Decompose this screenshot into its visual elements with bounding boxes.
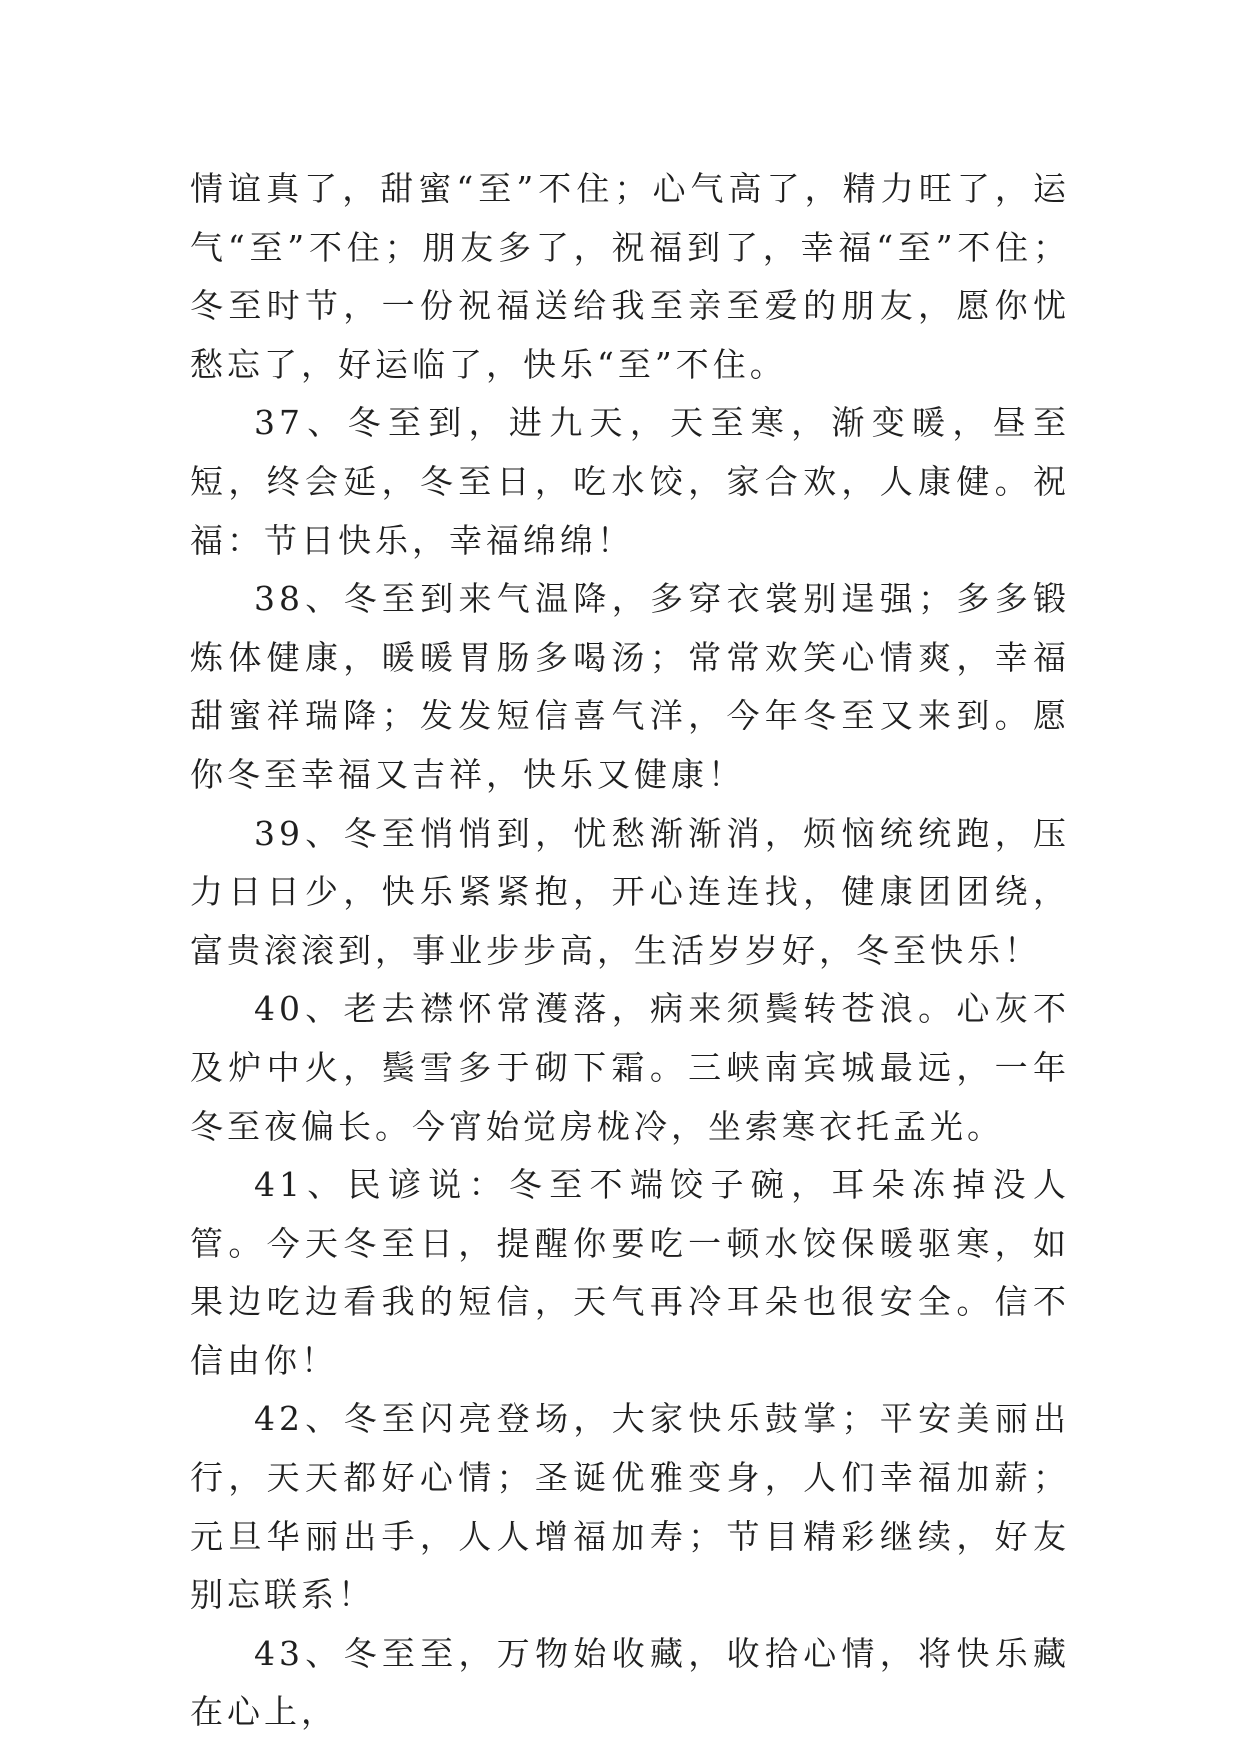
paragraph-40: 40、老去襟怀常濩落，病来须鬓转苍浪。心灰不及炉中火，鬓雪多于砌下霜。三峡南宾城最远，一年冬至夜偏长。今宵始觉房栊冷，坐索寒衣托孟光。 bbox=[190, 989, 1070, 1146]
document-body bbox=[190, 160, 1070, 1742]
paragraph-37: 37、冬至到，进九天，天至寒，渐变暖，昼至短，终会延，冬至日，吃水饺，家合欢，人康健。祝福：节日快乐，幸福绵绵！ bbox=[190, 403, 1070, 560]
paragraph-42: 42、冬至闪亮登场，大家快乐鼓掌；平安美丽出行，天天都好心情；圣诞优雅变身，人们幸福加薪；元旦华丽出手，人人增福加寿；节目精彩继续，好友别忘联系！ bbox=[190, 1399, 1070, 1615]
paragraph-43: 43、冬至至，万物始收藏，收拾心情，将快乐藏在心上， bbox=[190, 1633, 1070, 1732]
paragraph-continuation: 情谊真了，甜蜜“至”不住；心气高了，精力旺了，运气“至”不住；朋友多了，祝福到了，幸福“至”不住；冬至时节，一份祝福送给我至亲至爱的朋友，愿你忧愁忘了，好运临了，快乐“至”不住。 bbox=[190, 169, 1070, 384]
paragraph-41: 41、民谚说：冬至不端饺子碗，耳朵冻掉没人管。今天冬至日，提醒你要吃一顿水饺保暖驱寒，如果边吃边看我的短信，天气再冷耳朵也很安全。信不信由你！ bbox=[190, 1165, 1070, 1380]
paragraph-38: 38、冬至到来气温降，多穿衣裳别逞强；多多锻炼体健康，暖暖胃肠多喝汤；常常欢笑心情爽，幸福甜蜜祥瑞降；发发短信喜气洋，今年冬至又来到。愿你冬至幸福又吉祥，快乐又健康！ bbox=[190, 579, 1070, 794]
paragraph-39: 39、冬至悄悄到，忧愁渐渐消，烦恼统统跑，压力日日少，快乐紧紧抱，开心连连找，健康团团绕，富贵滚滚到，事业步步高，生活岁岁好，冬至快乐！ bbox=[190, 813, 1070, 970]
